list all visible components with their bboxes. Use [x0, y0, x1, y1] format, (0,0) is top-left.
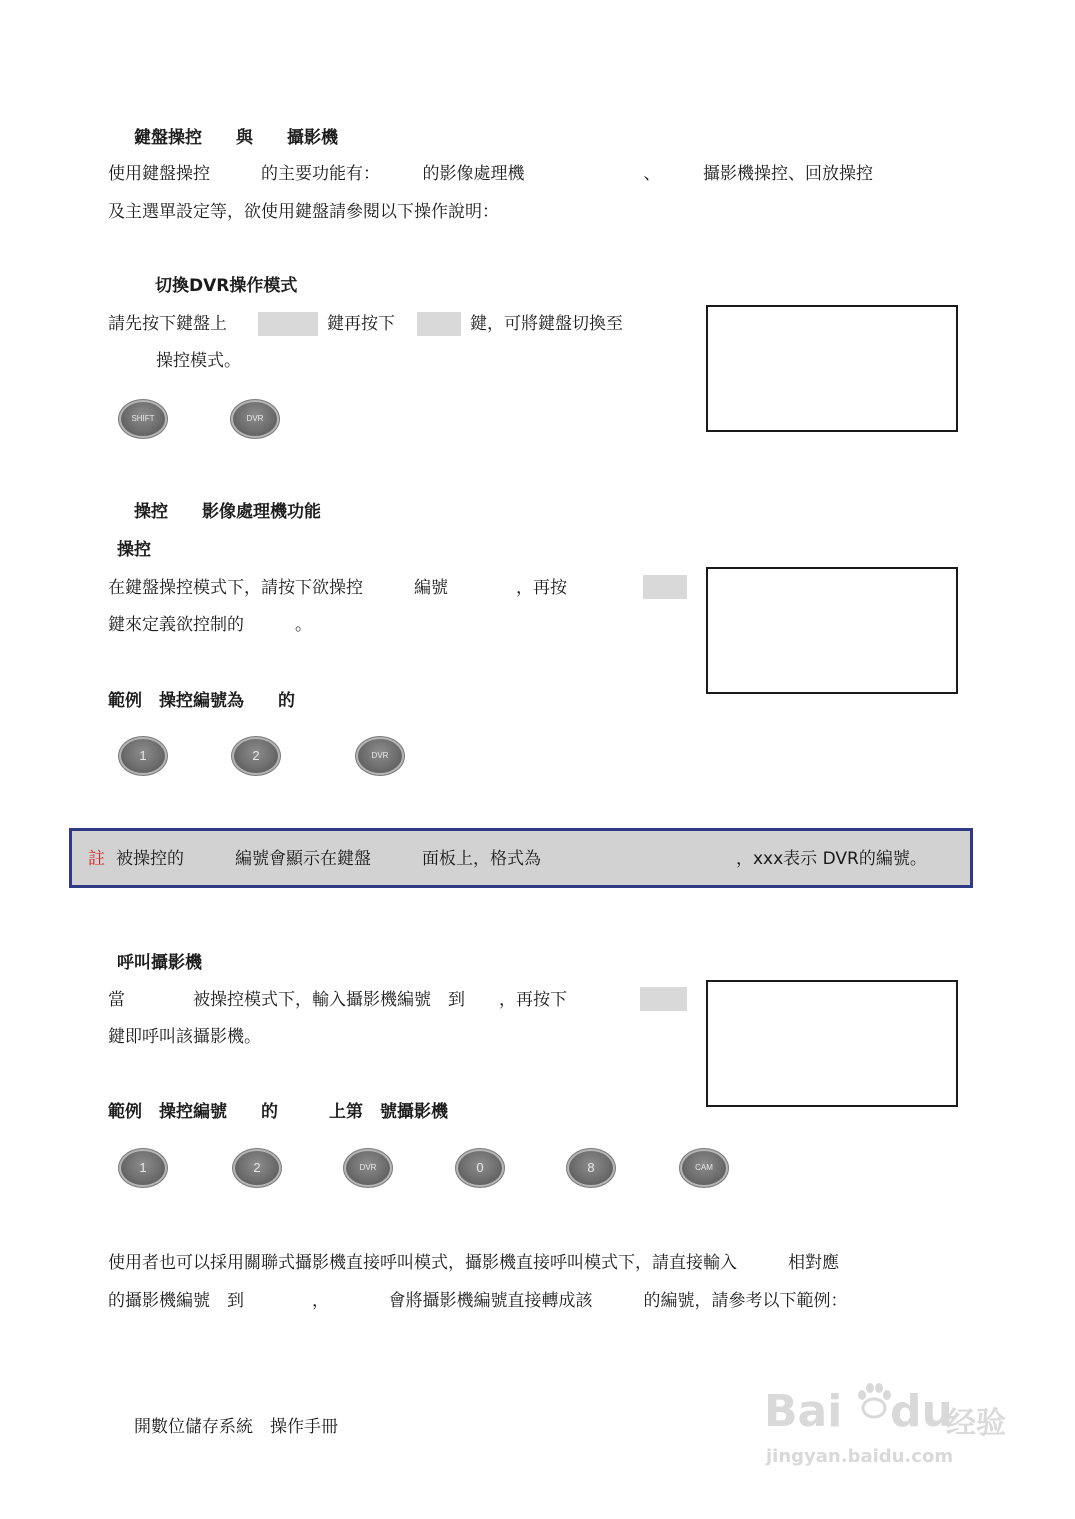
note-text-a: 被操控的 編號會顯示在鍵盤 面板上，格式為	[116, 849, 541, 869]
section2-line1: 在鍵盤操控模式下，請按下欲操控 編號 ，再按	[108, 578, 567, 598]
switch-mode-line1-c: 鍵，可將鍵盤切換至	[470, 314, 623, 334]
note-text-b: ，xxx表示 DVR的編號。	[736, 849, 927, 869]
section4-line2: 的攝影機編號 到 ， 會將攝影機編號直接轉成該 的編號，請參考以下範例：	[108, 1291, 848, 1311]
section2-line2: 鍵來定義欲控制的 。	[108, 615, 312, 635]
paw-icon	[854, 1380, 894, 1422]
shift-key-icon: SHIFT	[121, 402, 165, 436]
key-8-icon: 8	[569, 1151, 613, 1185]
screen-image-frame-1	[706, 305, 958, 432]
key-2-icon: 2	[234, 739, 278, 773]
section2-subheading: 操控	[117, 540, 151, 560]
section2-heading: 操控 影像處理機功能	[134, 502, 321, 522]
dvr-key-icon-2: DVR	[358, 739, 402, 773]
section4-line1: 使用者也可以採用關聯式攝影機直接呼叫模式，攝影機直接呼叫模式下，請直接輸入 相對應	[108, 1253, 839, 1273]
key-0-icon: 0	[458, 1151, 502, 1185]
switch-mode-line1-a: 請先按下鍵盤上	[108, 314, 227, 334]
dvr-key-icon-3: DVR	[346, 1151, 390, 1185]
section3-line1: 當 被操控模式下，輸入攝影機編號 到 ，再按下	[108, 990, 567, 1010]
switch-mode-heading: 切換DVR操作模式	[155, 276, 298, 296]
section3-example: 範例 操控編號 的 上第 號攝影機	[108, 1102, 448, 1122]
cam-key-icon: CAM	[682, 1151, 726, 1185]
note-mark: 註	[88, 849, 105, 869]
watermark-brand: Bai	[764, 1386, 843, 1437]
section3-line2: 鍵即呼叫該攝影機。	[108, 1027, 261, 1047]
baidu-jingyan-watermark	[764, 1380, 1014, 1480]
dvr-key-placeholder	[417, 312, 461, 336]
dvr-key-icon: DVR	[233, 402, 277, 436]
footer-text: 開數位儲存系統 操作手冊	[134, 1417, 338, 1437]
cam-key-placeholder	[640, 987, 687, 1011]
key-1-icon-2: 1	[121, 1151, 165, 1185]
key-1-icon: 1	[121, 739, 165, 773]
section2-example: 範例 操控編號為 的	[108, 691, 295, 711]
section1-paragraph-line1: 使用鍵盤操控 的主要功能有： 的影像處理機 、 攝影機操控、回放操控	[108, 164, 873, 184]
section1-paragraph-line2: 及主選單設定等，欲使用鍵盤請參閱以下操作說明：	[108, 202, 499, 222]
screen-image-frame-3	[706, 980, 958, 1107]
section1-heading: 鍵盤操控 與 攝影機	[134, 128, 338, 148]
watermark-url: jingyan.baidu.com	[766, 1446, 954, 1467]
enter-key-placeholder	[643, 575, 687, 599]
section3-subheading: 呼叫攝影機	[117, 953, 202, 973]
watermark-brand-du: du	[890, 1386, 953, 1437]
shift-key-placeholder	[258, 312, 318, 336]
switch-mode-line2: 操控模式。	[156, 351, 241, 371]
watermark-brand-cn: 经验	[946, 1406, 1006, 1441]
note-box	[69, 828, 973, 888]
key-2-icon-2: 2	[235, 1151, 279, 1185]
screen-image-frame-2	[706, 567, 958, 694]
switch-mode-line1-b: 鍵再按下	[327, 314, 395, 334]
